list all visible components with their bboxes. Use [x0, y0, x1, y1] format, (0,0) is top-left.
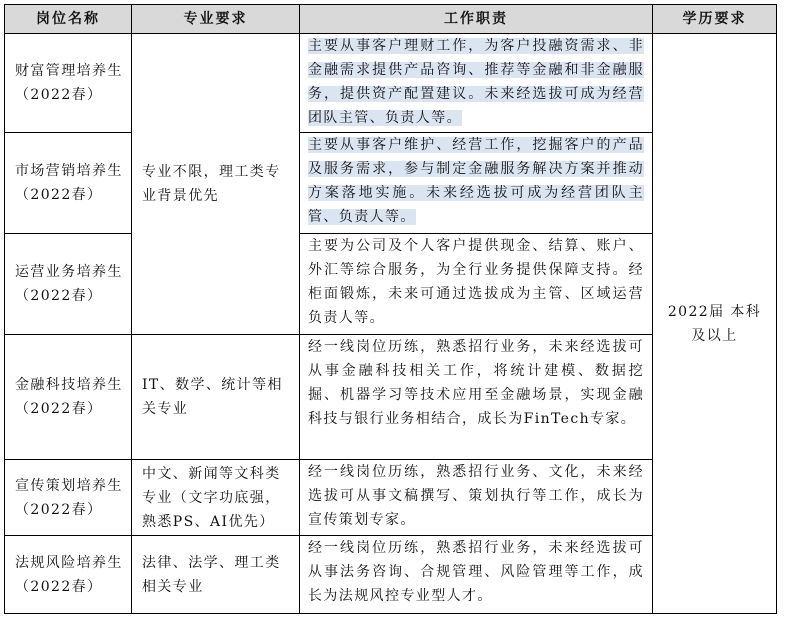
duty-description — [300, 234, 653, 335]
duty-text: 主要从事客户维护、经营工作，挖掘客户的产品及服务需求，参与制定金融服务解决方案并推动方案落地实施。未来经选拔可成为经营团队主管、负责人等。 — [308, 137, 644, 225]
duty-text: 主要从事客户理财工作，为客户投融资需求、非金融需求提供产品咨询、推荐等金融和非金融服务，提供资产配置建议。未来经选拔可成为经营团队主管、负责人等。 — [308, 38, 644, 126]
position-name: 金融科技培养生（2022春） — [5, 335, 132, 460]
duty-text: 经一线岗位历练，熟悉招行业务，未来经选拔可从事法务咨询、合规管理、风险管理等工作，成长为法规风控专业型人才。 — [308, 540, 644, 604]
duty-text: 经一线岗位历练，熟悉招行业务、文化，未来经选拔可从事文稿撰写、策划执行等工作，成长为宣传策划专家。 — [308, 464, 644, 528]
header-education: 学历要求 — [653, 5, 777, 34]
table-row — [5, 34, 777, 133]
table-header-row — [5, 5, 777, 34]
header-position: 岗位名称 — [5, 5, 132, 34]
job-table-container — [4, 4, 777, 614]
position-name: 运营业务培养生（2022春） — [5, 234, 132, 335]
duty-text: 主要为公司及个人客户提供现金、结算、账户、外汇等综合服务，为全行业务提供保障支持。经柜面锻炼，未来可通过选拔成为主管、区域运营负责人等。 — [308, 238, 644, 326]
major-requirement: 法律、法学、理工类相关专业 — [132, 536, 300, 614]
major-requirement: IT、数学、统计等相关专业 — [132, 335, 300, 460]
duty-description — [300, 335, 653, 460]
duty-description — [300, 34, 653, 133]
position-name: 财富管理培养生（2022春） — [5, 34, 132, 133]
duty-description — [300, 460, 653, 536]
duty-description — [300, 133, 653, 234]
header-duty: 工作职责 — [300, 5, 653, 34]
job-requirements-table — [4, 4, 777, 614]
position-name: 市场营销培养生（2022春） — [5, 133, 132, 234]
major-requirement: 专业不限，理工类专业背景优先 — [132, 34, 300, 335]
position-name: 法规风险培养生（2022春） — [5, 536, 132, 614]
position-name: 宣传策划培养生（2022春） — [5, 460, 132, 536]
duty-description — [300, 536, 653, 614]
major-requirement: 中文、新闻等文科类专业（文字功底强，熟悉PS、AI优先） — [132, 460, 300, 536]
duty-text: 经一线岗位历练，熟悉招行业务，未来经选拔可从事金融科技相关工作，将统计建模、数据挖掘、机器学习等技术应用至金融场景，实现金融科技与银行业务相结合，成长为FinTech专家。 — [308, 339, 644, 427]
header-major: 专业要求 — [132, 5, 300, 34]
education-requirement: 2022届 本科及以上 — [653, 34, 777, 614]
